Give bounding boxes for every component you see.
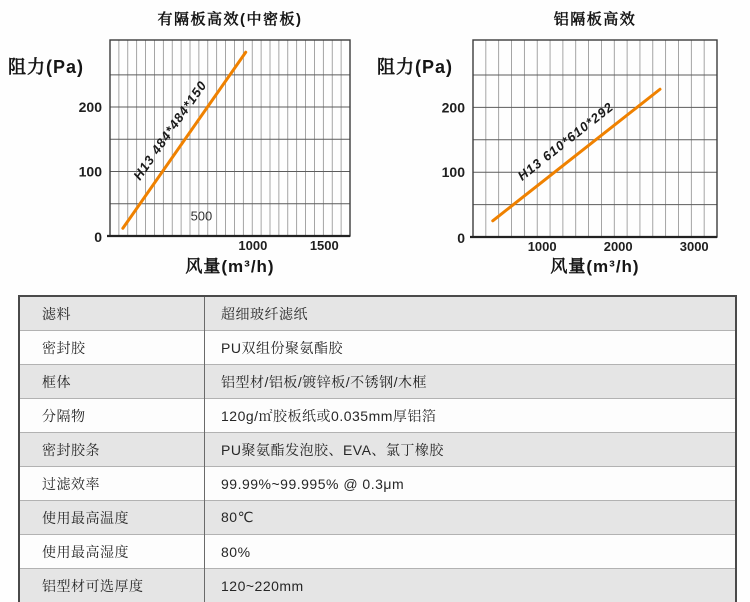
spec-value: PU聚氨酯发泡胶、EVA、氯丁橡胶 <box>205 433 737 467</box>
svg-text:200: 200 <box>78 99 102 116</box>
spec-label: 密封胶 <box>19 331 205 365</box>
svg-text:H13 610*610*292: H13 610*610*292 <box>514 99 617 184</box>
spec-value: 120g/㎡胶板纸或0.035mm厚铝箔 <box>205 399 737 433</box>
spec-value: 80% <box>205 535 737 569</box>
svg-text:100: 100 <box>441 164 465 181</box>
chart-plot <box>375 0 750 292</box>
spec-label: 框体 <box>19 365 205 399</box>
table-row <box>19 467 736 501</box>
svg-text:0: 0 <box>94 229 102 245</box>
chart-aluminum-partition-hepa <box>375 0 750 292</box>
table-row <box>19 296 736 331</box>
svg-text:1500: 1500 <box>309 238 339 253</box>
svg-text:100: 100 <box>78 163 102 180</box>
x-axis-label: 风量(m³/h) <box>550 257 640 276</box>
svg-text:H13 484*484*150: H13 484*484*150 <box>130 77 210 183</box>
spec-label: 铝型材可选厚度 <box>19 569 205 602</box>
spec-table-body <box>19 296 736 602</box>
spec-label: 分隔物 <box>19 399 205 433</box>
table-row <box>19 365 736 399</box>
chart-title: 铝隔板高效 <box>553 11 637 28</box>
spec-label: 滤料 <box>42 305 71 322</box>
chart-partition-hepa-medium <box>0 0 375 292</box>
svg-text:1000: 1000 <box>238 238 268 253</box>
svg-text:3000: 3000 <box>679 239 709 254</box>
table-row <box>19 433 736 467</box>
spec-value: PU双组份聚氨酯胶 <box>205 331 737 365</box>
spec-label: 使用最高温度 <box>19 501 205 535</box>
chart-title: 有隔板高效(中密板) <box>157 11 303 28</box>
spec-value: 80℃ <box>205 501 737 535</box>
svg-text:1000: 1000 <box>527 239 557 254</box>
spec-value: 超细玻纤滤纸 <box>205 296 737 331</box>
y-axis-label: 阻力(Pa) <box>8 57 85 77</box>
table-row <box>19 569 736 602</box>
spec-value: 120~220mm <box>205 569 737 602</box>
spec-table <box>18 295 737 602</box>
spec-label: 使用最高湿度 <box>19 535 205 569</box>
table-row <box>19 535 736 569</box>
svg-text:500: 500 <box>190 208 213 224</box>
charts-row <box>0 0 750 292</box>
table-row <box>19 331 736 365</box>
table-row <box>19 501 736 535</box>
chart-plot <box>0 0 375 292</box>
svg-text:2000: 2000 <box>603 239 633 254</box>
spec-value: 99.99%~99.995% @ 0.3μm <box>205 467 737 501</box>
spec-label: 过滤效率 <box>19 467 205 501</box>
spec-value: 铝型材/铝板/镀锌板/不锈钢/木框 <box>205 365 737 399</box>
spec-label: 密封胶条 <box>19 433 205 467</box>
x-axis-label: 风量(m³/h) <box>185 257 275 276</box>
y-axis-label: 阻力(Pa) <box>377 57 454 77</box>
svg-text:0: 0 <box>457 230 465 246</box>
table-row <box>19 399 736 433</box>
svg-text:200: 200 <box>441 99 465 116</box>
